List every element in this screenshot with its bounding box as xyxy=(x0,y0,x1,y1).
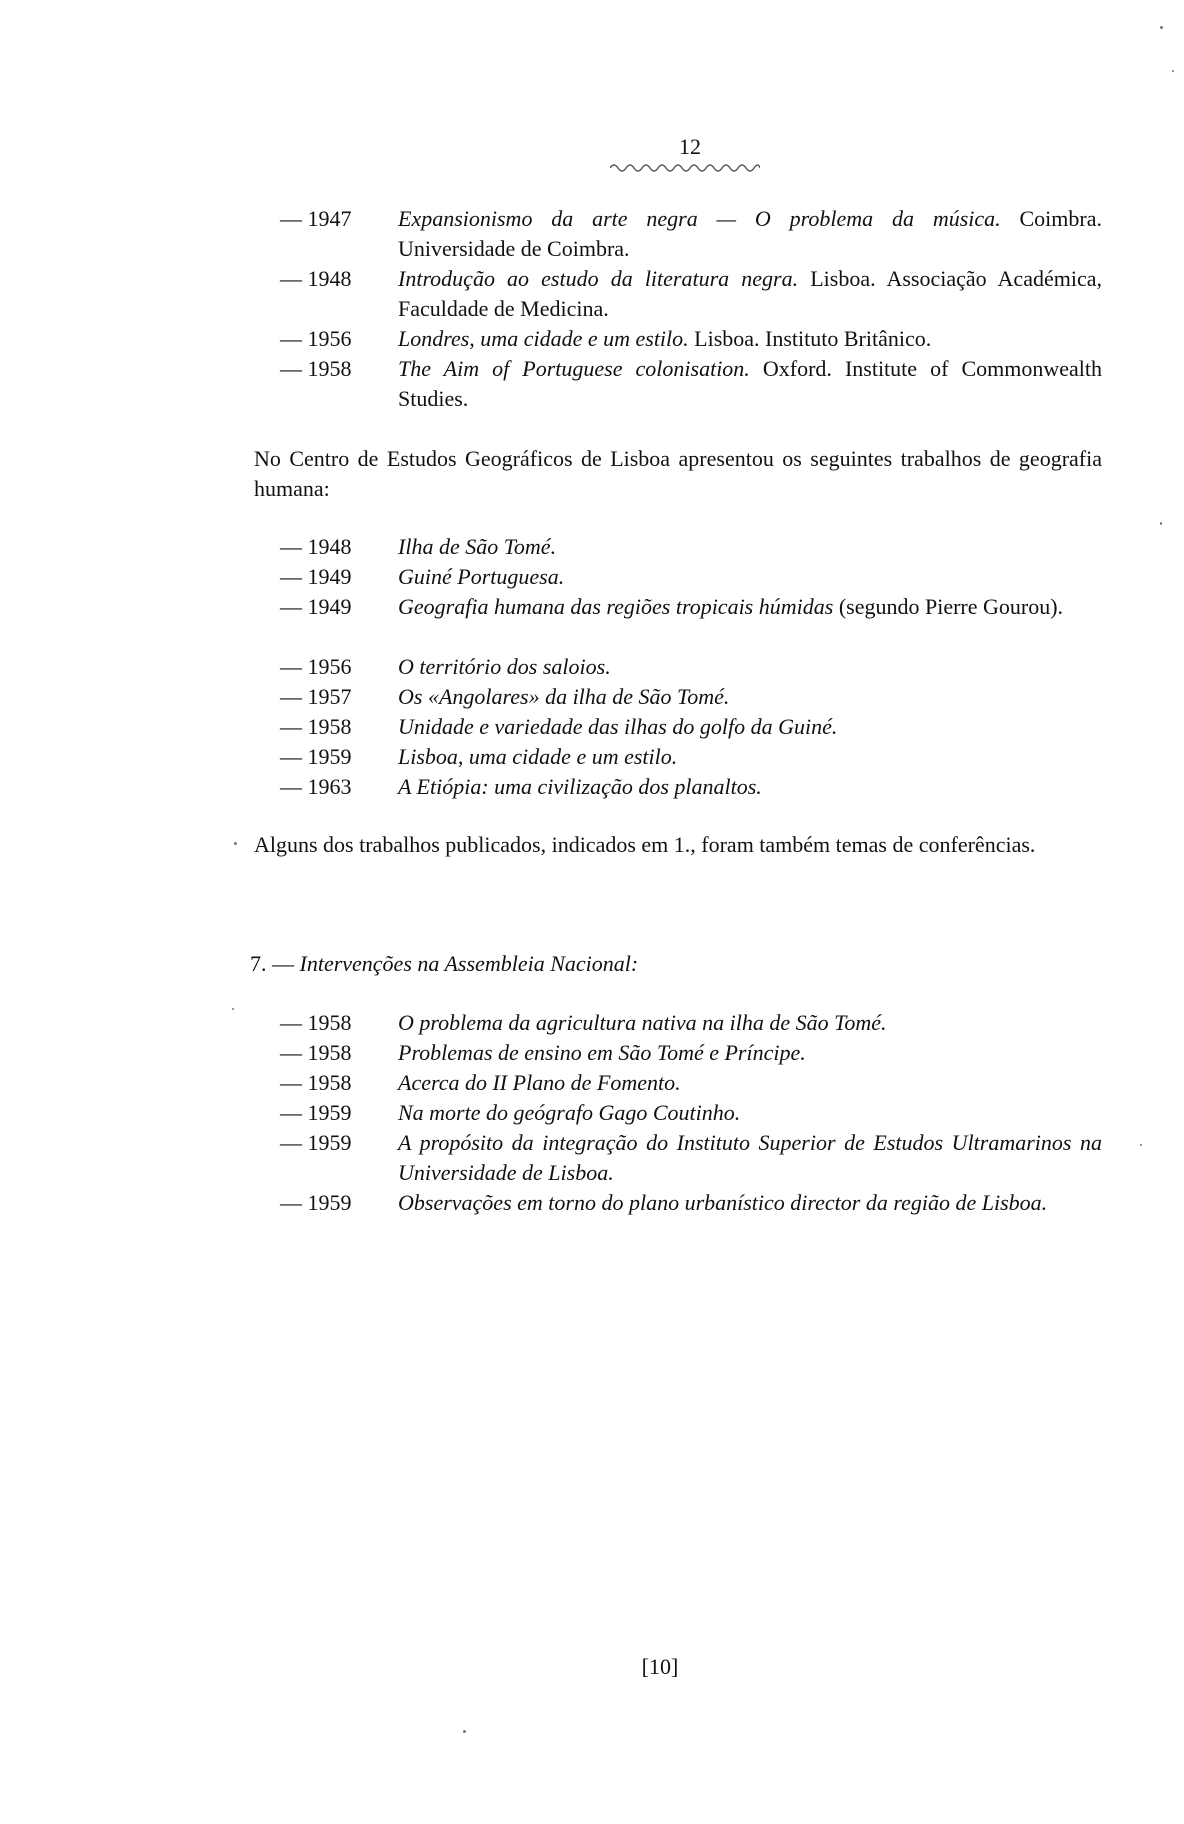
entry-text xyxy=(398,204,1102,264)
entry-rest: Lisboa. Instituto Britânico. xyxy=(688,326,932,351)
entry-rest: (segundo Pierre Gourou). xyxy=(833,594,1064,619)
entry-text xyxy=(398,682,1102,712)
entry-title: Londres, uma cidade e um estilo. xyxy=(398,326,689,351)
entry-year: — 1959 xyxy=(280,1190,352,1215)
entry-text xyxy=(398,532,1102,562)
scan-speck xyxy=(463,1730,466,1733)
entry-text xyxy=(398,772,1102,802)
entry-text xyxy=(398,1008,1102,1038)
entry-text xyxy=(398,742,1102,772)
entry-text xyxy=(398,264,1102,324)
scan-speck xyxy=(1160,26,1163,29)
entry-year: — 1956 xyxy=(280,654,352,679)
entry-title: Acerca do II Plano de Fomento. xyxy=(398,1070,681,1095)
entry-title: A propósito da integração do Instituto Superior de Estudos Ultramarinos na Universidade de Lisboa. xyxy=(398,1130,1102,1185)
page-number-top: 12 xyxy=(679,134,701,159)
entry-text xyxy=(398,1128,1102,1188)
wavy-rule xyxy=(610,158,760,172)
entry-year: — 1948 xyxy=(280,534,352,559)
entry-rest: Coimbra. Universidade de Coimbra. xyxy=(398,206,1102,261)
section-number: 7. — xyxy=(250,951,300,976)
entry-rest: Oxford. Institute of Commonwealth Studies. xyxy=(398,356,1102,411)
entry-text xyxy=(398,1098,1102,1128)
entry-title: The Aim of Portuguese colonisation. xyxy=(398,356,750,381)
geo-intro-paragraph: No Centro de Estudos Geográficos de Lisboa apresentou os seguintes trabalhos de geografia humana: xyxy=(254,446,1102,501)
entry-year: — 1956 xyxy=(280,326,352,351)
entry-year: — 1958 xyxy=(280,356,352,381)
entry-year: — 1959 xyxy=(280,1130,352,1155)
entry-text xyxy=(398,592,1102,622)
entry-year: — 1959 xyxy=(280,1100,352,1125)
entry-text xyxy=(398,712,1102,742)
page-number-bottom: [10] xyxy=(641,1654,679,1679)
entry-title: O problema da agricultura nativa na ilha de São Tomé. xyxy=(398,1010,887,1035)
entry-title: Os «Angolares» da ilha de São Tomé. xyxy=(398,684,730,709)
entry-title: Expansionismo da arte negra — O problema da música. xyxy=(398,206,1001,231)
entry-title: Na morte do geógrafo Gago Coutinho. xyxy=(398,1100,741,1125)
entry-title: Geografia humana das regiões tropicais húmidas xyxy=(398,594,834,619)
entry-text xyxy=(398,354,1102,414)
entry-text xyxy=(398,1038,1102,1068)
scan-speck xyxy=(234,842,237,845)
entry-title: O território dos saloios. xyxy=(398,654,611,679)
entry-year: — 1949 xyxy=(280,594,352,619)
entry-year: — 1959 xyxy=(280,744,352,769)
entry-title: Guiné Portuguesa. xyxy=(398,564,565,589)
section-title: Intervenções na Assembleia Nacional: xyxy=(299,951,639,976)
entry-year: — 1948 xyxy=(280,266,352,291)
entry-title: Introdução ao estudo da literatura negra. xyxy=(398,266,799,291)
entry-title: Lisboa, uma cidade e um estilo. xyxy=(398,744,678,769)
entry-year: — 1963 xyxy=(280,774,352,799)
entry-text xyxy=(398,324,1102,354)
entry-title: Ilha de São Tomé. xyxy=(398,534,557,559)
entry-rest: Lisboa. Associação Académica, Faculdade de Medicina. xyxy=(398,266,1102,321)
entry-year: — 1949 xyxy=(280,564,352,589)
entry-title: Problemas de ensino em São Tomé e Príncipe. xyxy=(398,1040,806,1065)
scan-speck xyxy=(232,1008,234,1010)
entry-year: — 1957 xyxy=(280,684,352,709)
entry-text xyxy=(398,562,1102,592)
lectures-note: Alguns dos trabalhos publicados, indicados em 1., foram também temas de conferências. xyxy=(254,832,1036,857)
entry-text xyxy=(398,652,1102,682)
entry-title: Observações em torno do plano urbanístico director da região de Lisboa. xyxy=(398,1190,1048,1215)
entry-text xyxy=(398,1068,1102,1098)
scan-speck xyxy=(1160,522,1162,525)
entry-title: A Etiópia: uma civilização dos planaltos. xyxy=(398,774,762,799)
entry-year: — 1958 xyxy=(280,1070,352,1095)
entry-year: — 1958 xyxy=(280,714,352,739)
entry-year: — 1947 xyxy=(280,206,352,231)
entry-text xyxy=(398,1188,1102,1218)
section-heading xyxy=(250,949,638,979)
entry-year: — 1958 xyxy=(280,1010,352,1035)
scan-speck xyxy=(1140,1144,1142,1146)
scan-speck xyxy=(1172,70,1174,72)
entry-year: — 1958 xyxy=(280,1040,352,1065)
entry-title: Unidade e variedade das ilhas do golfo da Guiné. xyxy=(398,714,838,739)
